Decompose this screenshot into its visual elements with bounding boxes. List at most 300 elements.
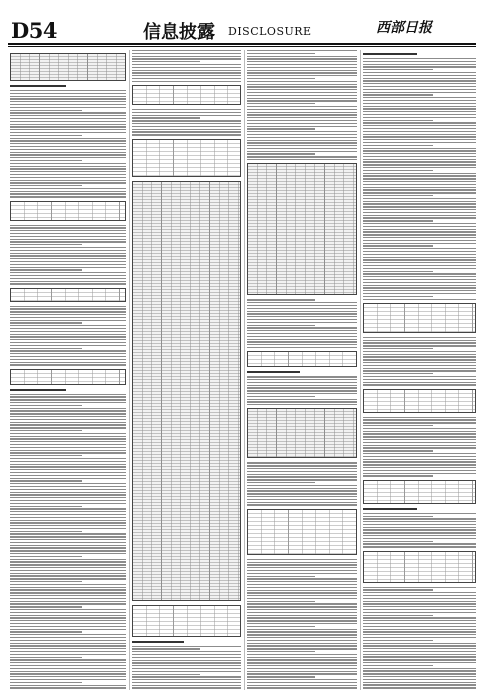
text-line — [363, 634, 476, 635]
text-line — [247, 393, 357, 394]
text-line — [247, 676, 315, 677]
text-line — [10, 185, 82, 186]
text-line — [247, 643, 357, 644]
text-line — [10, 140, 126, 141]
text-line — [10, 180, 126, 181]
text-line — [10, 157, 126, 158]
text-line — [363, 532, 476, 533]
text-line — [10, 132, 126, 133]
text-line — [10, 416, 126, 417]
text-line — [247, 86, 357, 87]
text-line — [363, 631, 476, 632]
text-line — [10, 517, 126, 518]
text-line — [363, 543, 476, 544]
text-line — [363, 131, 476, 132]
text-line — [247, 371, 300, 373]
text-line — [363, 603, 476, 604]
text-line — [10, 668, 126, 669]
text-line — [10, 267, 126, 268]
text-line — [10, 598, 126, 599]
text-line — [247, 156, 357, 157]
text-line — [10, 539, 126, 540]
data-table — [363, 303, 476, 333]
text-line — [363, 354, 476, 355]
text-line — [363, 623, 476, 624]
text-line — [10, 615, 126, 616]
text-line — [247, 504, 357, 505]
text-line — [363, 606, 476, 607]
text-line — [363, 78, 476, 79]
text-block — [132, 641, 241, 690]
data-table — [10, 369, 126, 385]
text-line — [10, 561, 126, 562]
text-line — [363, 89, 476, 90]
text-line — [247, 648, 357, 649]
text-line — [363, 518, 476, 519]
text-line — [10, 676, 126, 677]
text-line — [363, 299, 476, 300]
text-line — [10, 556, 82, 557]
text-line — [10, 648, 126, 649]
text-line — [363, 75, 476, 76]
section-title-cn: 信息披露 — [143, 22, 215, 43]
text-line — [363, 245, 433, 246]
text-line — [10, 247, 126, 248]
text-line — [247, 313, 357, 314]
text-line — [10, 149, 126, 150]
text-line — [247, 64, 357, 65]
text-line — [10, 110, 82, 111]
text-line — [132, 109, 241, 110]
column-2 — [132, 50, 241, 690]
text-block — [10, 225, 126, 285]
text-line — [10, 629, 126, 630]
text-line — [247, 609, 357, 610]
text-line — [247, 404, 357, 405]
text-line — [363, 445, 476, 446]
text-line — [363, 461, 476, 462]
text-line — [10, 90, 126, 91]
text-line — [247, 67, 357, 68]
text-line — [363, 58, 476, 59]
text-line — [132, 129, 241, 130]
text-line — [363, 428, 476, 429]
masthead-rule-thin — [8, 46, 476, 47]
text-line — [10, 438, 126, 439]
text-line — [363, 620, 476, 621]
text-line — [10, 567, 126, 568]
text-line — [247, 651, 315, 652]
text-line — [10, 402, 126, 403]
text-line — [247, 333, 357, 334]
text-line — [10, 389, 66, 391]
text-line — [247, 112, 357, 113]
text-line — [10, 609, 126, 610]
text-line — [10, 623, 126, 624]
text-line — [363, 453, 476, 454]
text-line — [247, 576, 315, 577]
text-line — [10, 531, 82, 532]
text-line — [363, 659, 476, 660]
text-line — [10, 617, 126, 618]
text-line — [132, 58, 241, 59]
text-block — [363, 417, 476, 477]
text-line — [363, 64, 476, 65]
text-line — [363, 86, 476, 87]
text-line — [363, 92, 476, 93]
text-line — [10, 553, 126, 554]
text-line — [10, 564, 126, 565]
text-line — [10, 168, 126, 169]
text-line — [247, 70, 357, 71]
text-line — [363, 654, 476, 655]
text-line — [10, 306, 126, 307]
text-line — [247, 637, 357, 638]
large-data-table — [132, 181, 241, 601]
text-line — [247, 468, 357, 469]
text-block — [247, 462, 357, 505]
text-line — [10, 336, 126, 337]
text-line — [10, 283, 126, 284]
text-line — [10, 135, 82, 136]
text-line — [247, 148, 357, 149]
text-line — [363, 142, 476, 143]
text-line — [132, 131, 241, 132]
text-line — [247, 493, 357, 494]
data-table — [10, 201, 126, 221]
text-line — [10, 589, 126, 590]
text-line — [10, 522, 126, 523]
text-line — [10, 342, 126, 343]
text-line — [363, 351, 476, 352]
text-line — [363, 209, 476, 210]
text-line — [363, 181, 476, 182]
text-line — [10, 101, 126, 102]
text-line — [363, 243, 476, 244]
text-line — [363, 161, 476, 162]
text-line — [10, 275, 126, 276]
text-line — [363, 592, 476, 593]
text-line — [132, 646, 241, 647]
text-line — [363, 473, 476, 474]
text-line — [247, 679, 357, 680]
text-line — [10, 511, 126, 512]
text-line — [247, 620, 357, 621]
large-data-table — [247, 163, 357, 295]
text-line — [10, 514, 126, 515]
text-line — [363, 670, 476, 671]
text-line — [363, 287, 476, 288]
text-line — [247, 347, 357, 348]
text-line — [247, 592, 357, 593]
text-line — [10, 408, 126, 409]
text-line — [132, 685, 241, 686]
text-line — [10, 154, 126, 155]
text-line — [247, 598, 357, 599]
text-block — [247, 50, 357, 160]
text-line — [10, 320, 126, 321]
text-line — [363, 237, 476, 238]
text-line — [363, 516, 433, 517]
text-line — [132, 117, 200, 118]
text-line — [247, 114, 357, 115]
data-table — [10, 288, 126, 302]
text-line — [10, 643, 126, 644]
text-line — [247, 673, 357, 674]
text-line — [247, 50, 357, 51]
text-line — [10, 121, 126, 122]
text-line — [247, 145, 357, 146]
text-line — [10, 581, 82, 582]
text-line — [247, 687, 357, 688]
text-line — [363, 296, 433, 297]
text-line — [10, 466, 126, 467]
text-line — [363, 365, 476, 366]
text-line — [363, 231, 476, 232]
text-line — [247, 654, 357, 655]
text-line — [363, 422, 476, 423]
text-line — [132, 657, 241, 658]
text-line — [10, 188, 126, 189]
text-line — [10, 427, 126, 428]
text-line — [10, 654, 126, 655]
text-line — [363, 425, 433, 426]
text-line — [10, 253, 126, 254]
text-line — [247, 117, 357, 118]
text-line — [247, 322, 357, 323]
text-line — [363, 251, 476, 252]
text-line — [363, 215, 476, 216]
text-line — [10, 450, 126, 451]
text-line — [363, 521, 476, 522]
text-line — [363, 167, 476, 168]
text-line — [247, 399, 357, 400]
text-line — [363, 212, 476, 213]
text-line — [10, 508, 126, 509]
text-line — [247, 109, 357, 110]
text-line — [363, 128, 476, 129]
text-line — [363, 665, 433, 666]
text-line — [363, 431, 476, 432]
text-line — [363, 598, 476, 599]
text-line — [10, 233, 126, 234]
text-line — [247, 479, 357, 480]
text-line — [247, 662, 357, 663]
text-line — [10, 472, 126, 473]
data-table — [132, 139, 241, 177]
text-line — [10, 547, 126, 548]
text-line — [10, 96, 126, 97]
text-line — [10, 626, 126, 627]
text-line — [10, 171, 126, 172]
text-line — [247, 488, 357, 489]
text-line — [363, 595, 476, 596]
text-line — [247, 302, 357, 303]
text-line — [247, 385, 357, 386]
text-line — [363, 513, 476, 514]
text-line — [10, 419, 126, 420]
text-line — [247, 126, 357, 127]
text-line — [363, 626, 476, 627]
text-line — [10, 177, 126, 178]
text-line — [10, 606, 82, 607]
text-line — [247, 682, 357, 683]
text-line — [363, 159, 476, 160]
text-line — [363, 527, 476, 528]
text-line — [10, 104, 126, 105]
text-line — [10, 687, 126, 688]
text-line — [363, 648, 476, 649]
text-line — [10, 637, 126, 638]
text-line — [363, 279, 476, 280]
text-line — [247, 581, 357, 582]
text-line — [363, 679, 476, 680]
text-line — [10, 455, 82, 456]
text-line — [132, 682, 241, 683]
text-line — [363, 379, 476, 380]
text-line — [132, 641, 184, 643]
text-line — [363, 442, 476, 443]
text-line — [10, 399, 126, 400]
text-line — [363, 456, 476, 457]
text-line — [10, 359, 126, 360]
text-line — [10, 174, 126, 175]
text-line — [247, 685, 357, 686]
text-line — [247, 75, 357, 76]
text-line — [247, 134, 357, 135]
text-line — [10, 322, 82, 323]
text-block — [247, 371, 357, 405]
text-line — [247, 629, 357, 630]
text-line — [363, 187, 476, 188]
text-line — [10, 671, 126, 672]
text-line — [363, 83, 476, 84]
text-line — [363, 223, 476, 224]
text-line — [10, 364, 126, 365]
text-line — [132, 72, 241, 73]
text-line — [10, 410, 126, 411]
text-line — [363, 206, 476, 207]
text-line — [363, 276, 476, 277]
text-line — [363, 136, 476, 137]
text-line — [247, 89, 357, 90]
text-block — [363, 587, 476, 690]
text-line — [10, 146, 126, 147]
text-line — [10, 486, 126, 487]
text-line — [363, 609, 476, 610]
text-line — [247, 137, 357, 138]
column-divider — [360, 50, 361, 690]
text-line — [10, 480, 82, 481]
text-line — [132, 654, 241, 655]
text-line — [247, 98, 357, 99]
text-line — [10, 255, 126, 256]
text-line — [247, 106, 357, 107]
text-line — [363, 108, 476, 109]
text-line — [247, 53, 315, 54]
text-line — [10, 281, 126, 282]
text-line — [10, 264, 126, 265]
text-line — [10, 261, 126, 262]
text-line — [363, 198, 476, 199]
text-line — [10, 345, 126, 346]
text-line — [363, 66, 476, 67]
data-table — [132, 85, 241, 105]
text-line — [247, 562, 357, 563]
text-line — [363, 148, 476, 149]
text-line — [363, 464, 476, 465]
text-line — [363, 612, 476, 613]
data-table — [363, 389, 476, 413]
text-line — [247, 396, 315, 397]
text-line — [247, 120, 357, 121]
text-line — [363, 673, 476, 674]
text-line — [363, 220, 433, 221]
text-line — [363, 164, 476, 165]
data-table — [247, 408, 357, 458]
text-line — [10, 93, 126, 94]
text-line — [10, 334, 126, 335]
text-line — [363, 145, 433, 146]
text-line — [10, 85, 66, 87]
masthead — [0, 0, 484, 46]
text-line — [363, 373, 433, 374]
text-line — [363, 234, 476, 235]
text-line — [10, 645, 126, 646]
text-line — [363, 541, 433, 542]
text-line — [247, 327, 357, 328]
text-line — [247, 308, 357, 309]
text-line — [363, 254, 476, 255]
text-line — [247, 151, 357, 152]
text-line — [363, 125, 476, 126]
text-line — [10, 433, 126, 434]
text-line — [10, 278, 126, 279]
text-line — [132, 120, 241, 121]
text-line — [363, 257, 476, 258]
text-line — [10, 679, 126, 680]
text-line — [10, 634, 126, 635]
text-line — [363, 139, 476, 140]
text-line — [363, 356, 476, 357]
text-line — [10, 325, 126, 326]
text-line — [363, 170, 433, 171]
text-line — [247, 344, 357, 345]
text-line — [363, 524, 476, 525]
text-line — [132, 648, 200, 649]
text-block — [10, 85, 126, 198]
text-block — [363, 53, 476, 300]
text-line — [247, 153, 315, 154]
text-line — [132, 662, 241, 663]
text-line — [363, 587, 476, 588]
text-line — [10, 362, 126, 363]
column-4 — [363, 50, 476, 690]
text-line — [247, 668, 357, 669]
text-line — [363, 178, 476, 179]
text-line — [10, 314, 126, 315]
text-line — [247, 474, 357, 475]
text-line — [247, 626, 315, 627]
text-line — [247, 559, 357, 560]
text-line — [10, 500, 126, 501]
text-line — [247, 584, 357, 585]
text-line — [10, 542, 126, 543]
text-line — [363, 529, 476, 530]
text-line — [363, 120, 433, 121]
text-line — [363, 285, 476, 286]
text-line — [363, 656, 476, 657]
